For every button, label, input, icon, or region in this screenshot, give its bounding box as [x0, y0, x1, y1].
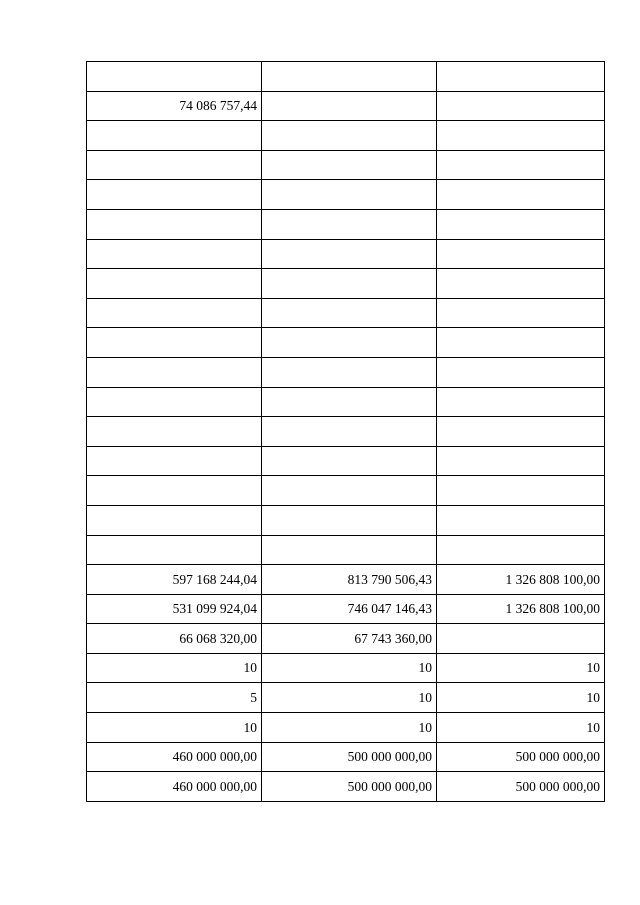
table-cell — [262, 62, 437, 92]
table-cell — [437, 269, 605, 299]
table-cell — [437, 328, 605, 358]
table-cell — [437, 624, 605, 654]
table-cell: 500 000 000,00 — [437, 742, 605, 772]
table-row — [87, 505, 605, 535]
table-cell — [437, 121, 605, 151]
table-cell — [262, 357, 437, 387]
table-cell — [437, 505, 605, 535]
table-cell: 74 086 757,44 — [87, 91, 262, 121]
table-cell: 10 — [437, 683, 605, 713]
table-cell: 746 047 146,43 — [262, 594, 437, 624]
table-cell — [437, 150, 605, 180]
table-row — [87, 713, 605, 743]
table-cell — [262, 328, 437, 358]
table-cell — [87, 446, 262, 476]
table-cell — [437, 535, 605, 565]
table-cell — [262, 239, 437, 269]
table-cell — [437, 91, 605, 121]
table-row — [87, 594, 605, 624]
table-body — [87, 62, 605, 802]
table-row — [87, 62, 605, 92]
financial-table — [86, 61, 605, 802]
table-cell: 10 — [87, 713, 262, 743]
table-cell — [262, 505, 437, 535]
table-cell — [437, 180, 605, 210]
table-cell — [87, 357, 262, 387]
table-cell — [87, 328, 262, 358]
table-cell — [262, 476, 437, 506]
table-cell — [262, 91, 437, 121]
table-cell: 531 099 924,04 — [87, 594, 262, 624]
table-cell — [262, 269, 437, 299]
table-cell: 460 000 000,00 — [87, 742, 262, 772]
table-row — [87, 91, 605, 121]
table-cell — [437, 357, 605, 387]
table-row — [87, 417, 605, 447]
table-cell: 500 000 000,00 — [262, 772, 437, 802]
table-cell — [87, 269, 262, 299]
table-cell: 1 326 808 100,00 — [437, 565, 605, 595]
table-cell — [262, 446, 437, 476]
table-cell — [87, 298, 262, 328]
table-cell: 10 — [262, 683, 437, 713]
table-row — [87, 772, 605, 802]
table-row — [87, 683, 605, 713]
table-cell: 67 743 360,00 — [262, 624, 437, 654]
table-cell: 597 168 244,04 — [87, 565, 262, 595]
table-cell — [262, 150, 437, 180]
table-cell — [87, 476, 262, 506]
table-row — [87, 357, 605, 387]
table-row — [87, 624, 605, 654]
table-cell: 10 — [437, 653, 605, 683]
table-cell — [87, 239, 262, 269]
table-cell — [87, 387, 262, 417]
table-cell — [262, 298, 437, 328]
table-cell: 10 — [262, 713, 437, 743]
table-row — [87, 298, 605, 328]
table-row — [87, 180, 605, 210]
table-cell — [437, 239, 605, 269]
table-cell — [437, 387, 605, 417]
table-cell — [437, 298, 605, 328]
table-row — [87, 535, 605, 565]
table-row — [87, 446, 605, 476]
table-cell — [437, 62, 605, 92]
table-cell — [87, 121, 262, 151]
table-cell — [262, 387, 437, 417]
table-cell — [437, 476, 605, 506]
table-cell: 10 — [87, 653, 262, 683]
table-cell: 500 000 000,00 — [437, 772, 605, 802]
table-cell: 500 000 000,00 — [262, 742, 437, 772]
table-cell: 5 — [87, 683, 262, 713]
table-cell — [87, 417, 262, 447]
table-row — [87, 387, 605, 417]
table-cell — [87, 505, 262, 535]
table-row — [87, 269, 605, 299]
table-cell: 460 000 000,00 — [87, 772, 262, 802]
table-row — [87, 150, 605, 180]
table-cell — [262, 180, 437, 210]
table-cell — [87, 209, 262, 239]
table-cell — [87, 62, 262, 92]
table-row — [87, 653, 605, 683]
table-cell — [87, 150, 262, 180]
table-cell — [437, 417, 605, 447]
table-cell — [437, 446, 605, 476]
table-cell — [262, 535, 437, 565]
table-cell: 813 790 506,43 — [262, 565, 437, 595]
table-row — [87, 476, 605, 506]
table-row — [87, 239, 605, 269]
table-row — [87, 742, 605, 772]
table-row — [87, 328, 605, 358]
table-cell: 66 068 320,00 — [87, 624, 262, 654]
table-cell: 10 — [437, 713, 605, 743]
table-cell — [437, 209, 605, 239]
table-row — [87, 209, 605, 239]
table-cell — [262, 417, 437, 447]
table-cell: 1 326 808 100,00 — [437, 594, 605, 624]
table-row — [87, 565, 605, 595]
table-cell — [87, 180, 262, 210]
table-row — [87, 121, 605, 151]
table-cell — [262, 209, 437, 239]
table-cell: 10 — [262, 653, 437, 683]
table-cell — [87, 535, 262, 565]
table-cell — [262, 121, 437, 151]
